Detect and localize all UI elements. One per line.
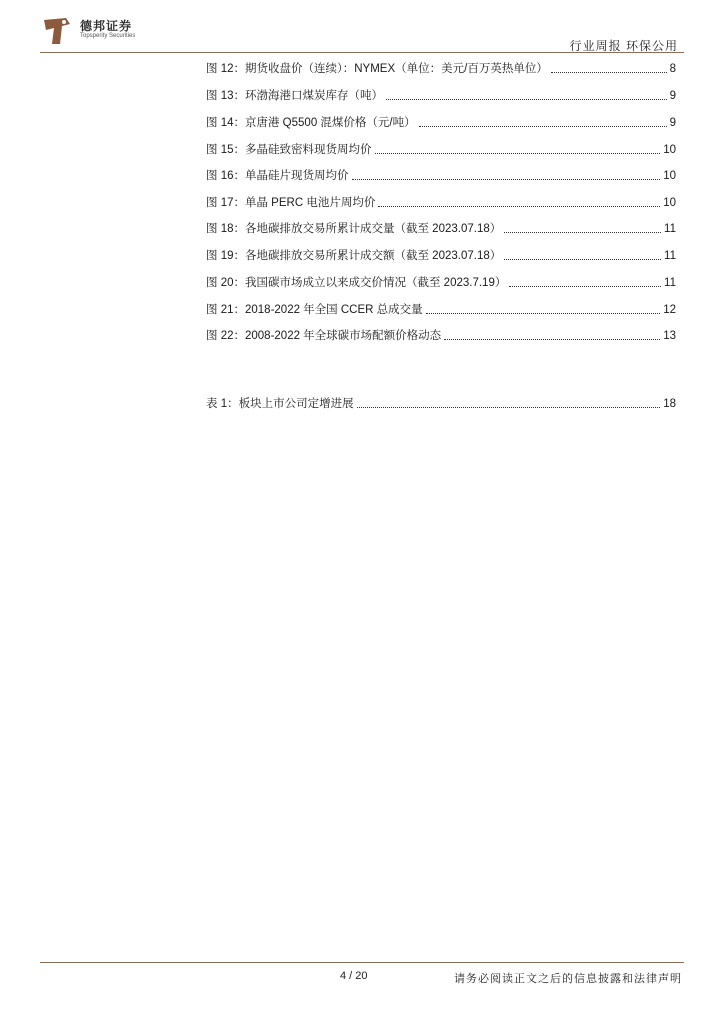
logo [40,14,160,48]
page-number: 4 / 20 [340,970,368,982]
toc-item-label: 图 14：京唐港 Q5500 混煤价格（元/吨） [206,117,416,129]
toc-leader-dots [419,126,667,127]
toc-item-label: 图 17：单晶 PERC 电池片周均价 [206,197,376,209]
toc-leader-dots [551,72,667,73]
toc-leader-dots [352,179,661,180]
logo-text-en: Topsperity Securities [80,33,136,39]
toc-item[interactable] [206,220,676,236]
toc-leader-dots [378,206,660,207]
toc-item-label: 图 22：2008-2022 年全球碳市场配额价格动态 [206,330,442,342]
toc-item-page: 10 [663,144,676,156]
toc-leader-dots [375,153,661,154]
toc-item-page: 8 [669,63,676,75]
header-divider [40,52,684,53]
toc-item[interactable] [206,114,676,130]
toc-item-label: 图 13：环渤海港口煤炭库存（吨） [206,90,383,102]
toc-item[interactable] [206,167,676,183]
toc-leader-dots [357,407,661,408]
toc-item-page: 12 [663,304,676,316]
toc-item-label: 图 19：各地碳排放交易所累计成交额（截至 2023.07.18） [206,250,502,262]
toc-leader-dots [426,313,661,314]
disclaimer: 请务必阅读正文之后的信息披露和法律声明 [454,973,682,985]
toc-leader-dots [386,99,667,100]
toc-leader-dots [509,286,661,287]
toc-item-label: 图 21：2018-2022 年全国 CCER 总成交量 [206,304,423,316]
toc-item-page: 10 [663,170,676,182]
toc-item-label: 表 1：板块上市公司定增进展 [206,398,354,410]
toc-item-page: 18 [663,398,676,410]
toc-item[interactable] [206,60,676,76]
toc-item-label: 图 18：各地碳排放交易所累计成交量（截至 2023.07.18） [206,223,502,235]
toc-item-label: 图 20：我国碳市场成立以来成交价情况（截至 2023.7.19） [206,277,507,289]
toc-item-page: 11 [664,250,676,262]
toc-leader-dots [504,259,661,260]
toc-item-label: 图 15：多晶硅致密料现货周均价 [206,144,372,156]
toc-item-page: 13 [663,330,676,342]
toc-item-label: 图 16：单晶硅片现货周均价 [206,170,349,182]
toc-item-page: 11 [664,277,676,289]
toc-item-page: 11 [664,223,676,235]
toc-item[interactable] [206,87,676,103]
toc-item-label: 图 12：期货收盘价（连续）：NYMEX（单位：美元/百万英热单位） [206,63,548,75]
report-type: 行业周报 环保公用 [569,39,678,53]
footer-divider [40,962,684,963]
toc-item-page: 9 [669,90,676,102]
toc-item[interactable] [206,327,676,343]
logo-mark-icon [40,14,74,48]
toc-item[interactable] [206,301,676,317]
toc-item-page: 9 [669,117,676,129]
toc-item[interactable] [206,141,676,157]
toc-item[interactable] [206,194,676,210]
toc-leader-dots [504,232,661,233]
toc-item[interactable] [206,247,676,263]
toc-item-page: 10 [663,197,676,209]
toc-item[interactable] [206,274,676,290]
logo-text-cn: 德邦证券 [80,19,133,33]
toc-table-item[interactable] [206,395,676,411]
toc-leader-dots [444,339,660,340]
